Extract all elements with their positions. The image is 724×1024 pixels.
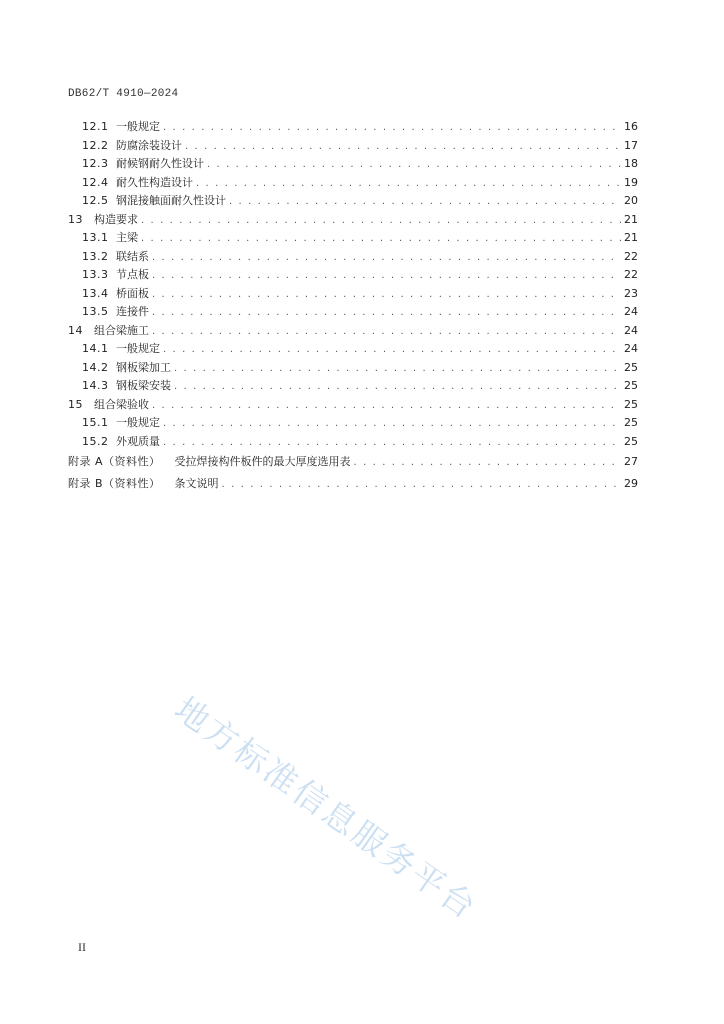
toc-entry-number: 13.1 xyxy=(82,231,109,244)
toc-entry-number: 附录 A（资料性） xyxy=(68,455,161,468)
toc-entry[interactable] xyxy=(68,174,638,193)
toc-leader-dots xyxy=(163,341,621,360)
toc-entry-number: 12.2 xyxy=(82,138,109,152)
toc-entry-title: 钢板梁安装 xyxy=(116,379,171,392)
toc-entry[interactable] xyxy=(68,451,638,473)
toc-leader-dots xyxy=(152,249,621,268)
toc-entry-title: 联结系 xyxy=(116,249,149,263)
toc-entry-page: 29 xyxy=(624,477,638,490)
toc-leader-dots xyxy=(152,397,621,416)
toc-entry[interactable] xyxy=(68,118,638,137)
table-of-contents xyxy=(68,118,638,495)
toc-entry-title: 组合梁验收 xyxy=(94,397,149,411)
toc-entry-number: 12.4 xyxy=(82,175,109,189)
toc-entry[interactable] xyxy=(68,433,638,452)
toc-entry-title: 外观质量 xyxy=(116,434,160,448)
toc-leader-dots xyxy=(163,119,621,138)
page-number: II xyxy=(78,940,86,954)
toc-entry[interactable] xyxy=(68,414,638,433)
toc-entry-number: 13.4 xyxy=(82,286,109,300)
toc-entry-title: 防腐涂装设计 xyxy=(116,138,182,152)
toc-entry[interactable] xyxy=(68,192,638,211)
toc-leader-dots xyxy=(141,230,621,249)
toc-entry-title: 连接件 xyxy=(116,305,149,318)
toc-leader-dots xyxy=(152,286,621,305)
toc-entry-number: 12.1 xyxy=(82,120,109,133)
toc-entry[interactable] xyxy=(68,473,638,495)
toc-entry[interactable] xyxy=(68,155,638,174)
toc-entry-number: 12.5 xyxy=(82,194,109,207)
toc-entry[interactable] xyxy=(68,322,638,341)
toc-entry[interactable] xyxy=(68,229,638,248)
toc-entry-page: 24 xyxy=(624,305,638,318)
toc-entry-number: 13 xyxy=(68,212,83,226)
toc-entry-number: 15.1 xyxy=(82,416,109,429)
toc-entry-title: 组合梁施工 xyxy=(94,323,149,337)
toc-entry-page: 17 xyxy=(624,138,638,152)
toc-entry-number: 15 xyxy=(68,397,83,411)
watermark-text: 地方标准信息服务平台 xyxy=(167,689,485,928)
toc-entry[interactable] xyxy=(68,266,638,285)
toc-entry[interactable] xyxy=(68,396,638,415)
toc-entry-title: 主梁 xyxy=(116,231,138,244)
toc-entry-title: 钢混接触面耐久性设计 xyxy=(116,194,226,207)
toc-entry-title: 钢板梁加工 xyxy=(116,360,171,374)
toc-leader-dots xyxy=(222,474,621,496)
toc-entry[interactable] xyxy=(68,248,638,267)
toc-entry-number: 13.5 xyxy=(82,305,109,318)
toc-entry-page: 24 xyxy=(624,323,638,337)
toc-entry-title: 节点板 xyxy=(116,268,149,281)
toc-entry-number: 15.2 xyxy=(82,434,109,448)
toc-entry[interactable] xyxy=(68,211,638,230)
toc-entry-number: 14.1 xyxy=(82,342,109,355)
toc-entry[interactable] xyxy=(68,377,638,396)
toc-leader-dots xyxy=(185,138,621,157)
toc-entry-number: 14.2 xyxy=(82,360,109,374)
toc-entry-page: 22 xyxy=(624,268,638,281)
toc-entry-page: 21 xyxy=(624,231,638,244)
toc-entry-number: 13.3 xyxy=(82,268,109,281)
toc-entry-number: 12.3 xyxy=(82,157,109,170)
toc-entry-page: 25 xyxy=(624,379,638,392)
toc-entry-title: 一般规定 xyxy=(116,342,160,355)
toc-entry-page: 25 xyxy=(624,397,638,411)
toc-entry-page: 25 xyxy=(624,416,638,429)
toc-entry-title: 耐久性构造设计 xyxy=(116,175,193,189)
toc-leader-dots xyxy=(152,304,621,323)
toc-leader-dots xyxy=(354,452,621,474)
toc-entry-title: 桥面板 xyxy=(116,286,149,300)
toc-entry-number: 14 xyxy=(68,323,83,337)
toc-entry-title: 一般规定 xyxy=(116,120,160,133)
toc-leader-dots xyxy=(152,323,621,342)
toc-entry-page: 21 xyxy=(624,212,638,226)
toc-leader-dots xyxy=(141,212,621,231)
toc-entry[interactable] xyxy=(68,137,638,156)
toc-entry-page: 23 xyxy=(624,286,638,300)
toc-entry-title: 受拉焊接构件板件的最大厚度选用表 xyxy=(174,455,351,468)
toc-leader-dots xyxy=(229,193,621,212)
toc-entry-page: 20 xyxy=(624,194,638,207)
toc-entry[interactable] xyxy=(68,340,638,359)
toc-leader-dots xyxy=(174,360,621,379)
toc-entry-number: 14.3 xyxy=(82,379,109,392)
toc-entry[interactable] xyxy=(68,303,638,322)
toc-entry-page: 24 xyxy=(624,342,638,355)
toc-entry[interactable] xyxy=(68,359,638,378)
toc-entry-number: 附录 B（资料性） xyxy=(68,477,161,490)
toc-entry-title: 条文说明 xyxy=(174,477,219,490)
toc-leader-dots xyxy=(196,175,621,194)
toc-entry-page: 25 xyxy=(624,360,638,374)
toc-entry-page: 18 xyxy=(624,157,638,170)
toc-leader-dots xyxy=(152,267,621,286)
toc-entry-page: 16 xyxy=(624,120,638,133)
toc-entry-page: 27 xyxy=(624,455,638,468)
toc-entry-page: 19 xyxy=(624,175,638,189)
toc-entry-number: 13.2 xyxy=(82,249,109,263)
toc-entry[interactable] xyxy=(68,285,638,304)
toc-entry-page: 25 xyxy=(624,434,638,448)
toc-entry-title: 构造要求 xyxy=(94,212,138,226)
toc-entry-title: 一般规定 xyxy=(116,416,160,429)
toc-leader-dots xyxy=(163,415,621,434)
toc-leader-dots xyxy=(163,434,621,453)
toc-entry-page: 22 xyxy=(624,249,638,263)
toc-leader-dots xyxy=(207,156,621,175)
document-code: DB62/T 4910—2024 xyxy=(68,88,179,100)
toc-leader-dots xyxy=(174,378,621,397)
toc-entry-title: 耐候钢耐久性设计 xyxy=(116,157,204,170)
